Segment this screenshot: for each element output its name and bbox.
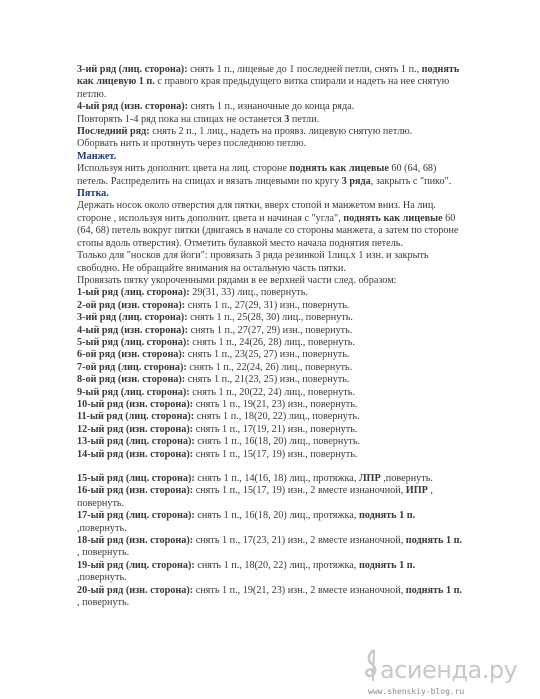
text-run: Оборвать нить и протянуть через последнюю петлю. [77,138,307,150]
text-run: снять 1 п., 27(29, 31) изн., повернуть. [185,299,350,311]
bold-run: 3 [284,113,290,125]
paragraph [77,473,467,485]
paragraph [77,101,467,113]
paragraph [77,387,467,399]
bold-run: 18-ый ряд (изн. сторона): [77,535,194,547]
text-run: петли. [289,113,320,125]
bold-run: ЛПР [358,473,381,484]
paragraph [77,250,467,275]
bold-run: 4-ый ряд (изн. сторона): [77,324,189,336]
paragraph [77,362,467,374]
text-run: , повернуть. [77,485,433,509]
text-run: снять 1 п., 15(17, 19) изн., 2 вместе изнаночной, [193,485,406,497]
watermark-name: асиенда.ру [380,656,518,684]
bold-run: 14-ый ряд (изн. сторона): [77,448,194,460]
text-run: Используя нить дополнит. цвета на лиц. стороне [77,163,290,175]
paragraph [77,300,467,312]
paragraph [77,312,467,324]
bold-run: поднять 1 п. [358,559,416,571]
paragraph [77,535,467,560]
paragraph [77,337,467,349]
bold-run: поднять 1 п. [358,510,416,522]
watermark [360,648,540,699]
text-run: снять 1 п., 18(20, 22) лиц., протяжка, [194,559,359,571]
bold-run: поднять как лицевые [289,163,389,175]
paragraph [77,449,467,461]
paragraph-gap [77,461,467,473]
text-run: 29(31, 33) лиц., повернуть. [189,287,308,299]
paragraph [77,64,467,101]
bold-run: Последний ряд: [77,126,150,138]
bold-run: 15-ый ряд (лиц. сторона): [77,473,195,484]
bold-run: поднять 1 п. [405,584,462,596]
bold-run: 13-ый ряд (лиц. сторона): [77,436,195,448]
text-run: ,повернуть. [77,522,127,534]
pattern-text [77,64,467,609]
paragraph [77,424,467,436]
text-run: снять 1 п., лицевые до 1 последней петли, снять 1 п., [187,64,422,75]
bold-run: 20-ый ряд (изн. сторона): [77,584,194,596]
section-heading [77,151,467,163]
paragraph [77,485,467,510]
text-run: снять 1 п., 27(27, 29) изн., повернуть. [188,324,353,336]
paragraph [77,560,467,585]
bold-run: 3 ряда [341,175,371,187]
text-run: 60 (64, 68) петель. Распределить на спицах и вязать лицевыми по кругу [77,163,437,187]
text-run: ,повернуть. [380,473,433,484]
text-run: снять 1 п., изнаночные до конца ряда. [188,101,355,113]
bold-run: 12-ый ряд (изн. сторона): [77,423,194,435]
paragraph [77,325,467,337]
paragraph [77,138,467,150]
text-run: снять 1 п., 18(20, 22) лиц., повернуть. [194,411,360,423]
bold-run: 2-ой ряд (изн. сторона): [77,299,186,311]
bold-run: 10-ый ряд (изн. сторона): [77,398,194,410]
text-run: снять 1 п., 14(16, 18) лиц., протяжка, [194,473,359,484]
paragraph [77,163,467,188]
text-run: , повернуть. [77,547,130,559]
text-run: Только для "носков для йоги": провязать 3 ряда резинкой 1лиц.х 1 изн. и закрыть свободно. Не обращайте внимания на остальную часть пятки. [77,250,429,274]
paragraph [77,585,467,610]
bold-run: 9-ый ряд (лиц. сторона): [77,386,190,398]
bold-run: 3-ий ряд (лиц. сторона): [77,64,188,75]
paragraph [77,510,467,535]
paragraph [77,349,467,361]
paragraph [77,126,467,138]
text-run: ,повернуть. [77,572,127,584]
bold-run: поднять как лицевую 1 п. [77,64,460,88]
text-run: Провязать пятку укороченными рядами в ее верхней части след. образом: [77,274,397,286]
bold-run: 11-ый ряд (лиц. сторона): [77,411,195,423]
paragraph [77,114,467,126]
text-run: 60 (64, 68) петель вокруг пятки (двигаясь в начале со стороны манжета, а затем по стороне стопы вдоль отверстия). Отметить булавкой место начала поднятия петель. [77,212,459,249]
bold-run: 19-ый ряд (лиц. сторона): [77,559,195,571]
watermark-url: www.shenskiy-blog.ru [368,687,465,696]
text-run: снять 1 п., 19(21, 23) изн., повернуть. [193,398,358,410]
text-run: Манжет. [77,150,117,162]
bold-run: поднять как лицевые [343,212,443,224]
text-run: Держать носок около отверстия для пятки, вверх стопой и манжетом вниз. На лиц. стороне , используя нить дополнит. цвета и начиная с "угла", [77,200,436,224]
text-run: снять 1 п., 17(19, 21) изн., повернуть. [193,423,358,435]
text-run: Пятка. [77,188,109,200]
text-run: снять 1 п., 20(22, 24) лиц., повернуть. [189,386,355,398]
text-run: снять 1 п., 17(23, 21) изн., 2 вместе изнаночной, [193,535,406,547]
paragraph [77,275,467,287]
bold-run: 8-ой ряд (изн. сторона): [77,374,186,386]
bold-run: 1-ый ряд (лиц. сторона): [77,287,190,299]
section-heading [77,188,467,200]
text-run: снять 1 п., 21(23, 25) изн., повернуть. [185,374,350,386]
text-run: , повернуть. [77,597,130,609]
text-run: снять 2 п., 1 лиц., надеть на проявз. лицевую снятую петлю. [149,126,413,138]
bold-run: 17-ый ряд (лиц. сторона): [77,510,195,522]
bold-run: 5-ый ряд (лиц. сторона): [77,336,190,348]
text-run: снять 1 п., 22(24, 26) лиц., повернуть. [186,361,353,373]
text-run: снять 1 п., 23(25, 27) изн., повернуть. [185,349,350,361]
bold-run: 3-ий ряд (лиц. сторона): [77,312,188,324]
bold-run: 4-ый ряд (изн. сторона): [77,101,189,113]
paragraph [77,287,467,299]
text-run: , закрыть с "пико". [370,175,452,187]
bold-run: ИПР [405,485,428,497]
text-run: снять 1 п., 19(21, 23) изн., 2 вместе изнаночной, [193,584,406,596]
text-run: с правого края предыдущего витка спирали и надеть на нее снятую петлю. [77,76,450,100]
text-run: снять 1 п., 16(18, 20) лиц., протяжка, [194,510,359,522]
bold-run: поднять 1 п. [405,535,462,547]
text-run: снять 1 п., 24(26, 28) лиц., повернуть. [189,336,355,348]
paragraph [77,399,467,411]
bold-run: 7-ой ряд (лиц. сторона): [77,361,187,373]
paragraph [77,411,467,423]
text-run: снять 1 п., 15(17, 19) изн., повернуть. [193,448,358,460]
paragraph [77,200,467,250]
paragraph [77,374,467,386]
bold-run: 6-ой ряд (изн. сторона): [77,349,186,361]
text-run: Повторять 1-4 ряд пока на спицах не останется [77,113,285,125]
text-run: снять 1 п., 25(28, 30) лиц., повернуть. [187,312,353,324]
bold-run: 16-ый ряд (изн. сторона): [77,485,194,497]
text-run: снять 1 п., 16(18, 20) лиц., повернуть. [194,436,361,448]
paragraph [77,436,467,448]
